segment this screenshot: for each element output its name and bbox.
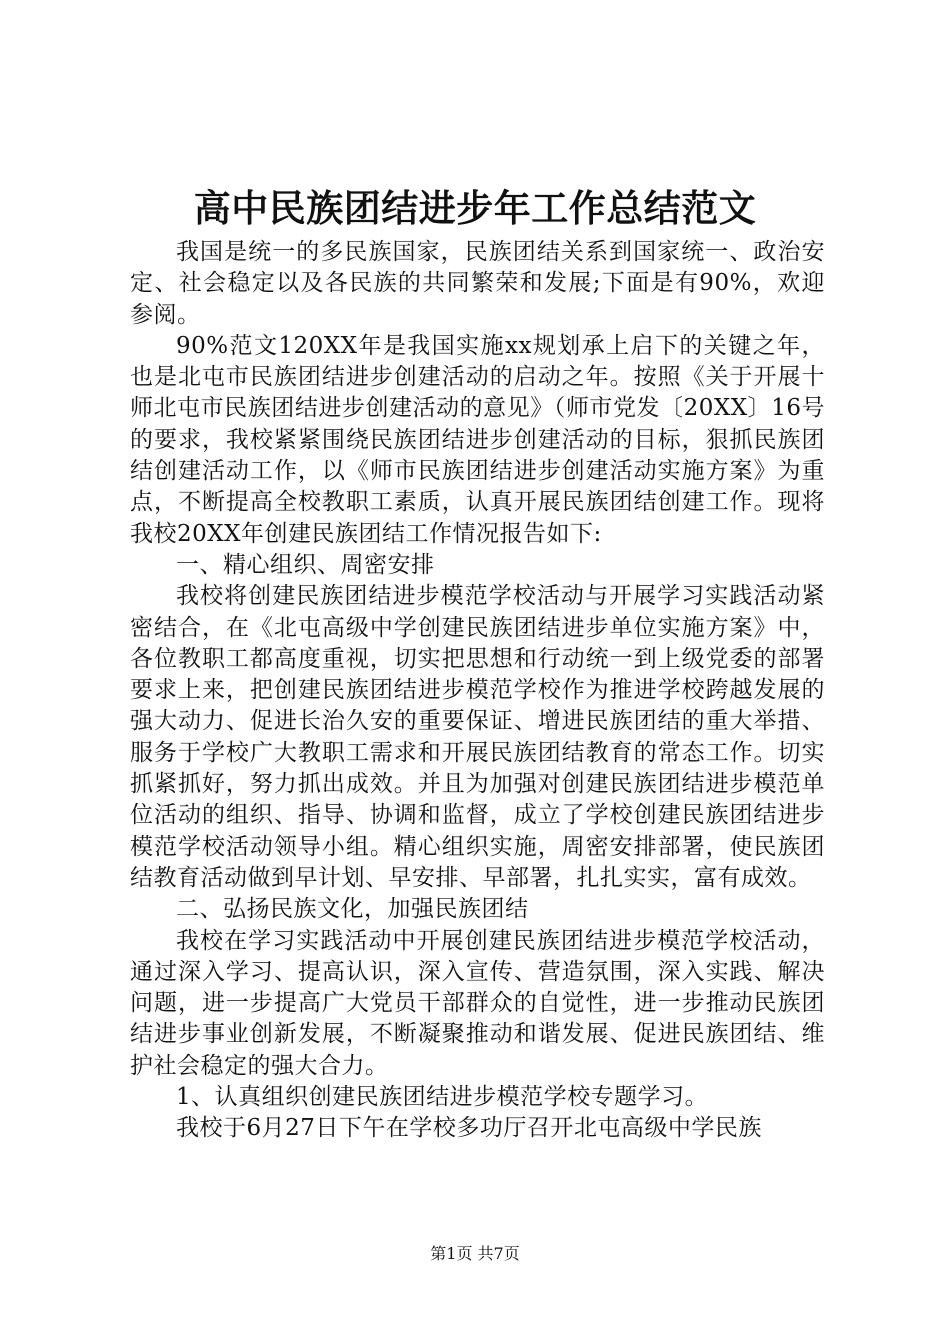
paragraph-section-1: 我校将创建民族团结进步模范学校活动与开展学习实践活动紧密结合，在《北屯高级中学创建民族团结进步单位实施方案》中，各位教职工都高度重视，切实把思想和行动统一到上级党委的部署要求上来，把创建民族团结进步模范学校作为推进学校跨越发展的强大动力、促进长治久安的重要保证、增进民族团结的重大举措、服务于学校广大教职工需求和开展民族团结教育的常态工作。切实抓紧抓好，努力抓出成效。并且为加强对创建民族团结进步模范单位活动的组织、指导、协调和监督，成立了学校创建民族团结进步模范学校活动领导小组。精心组织实施，周密安排部署，使民族团结教育活动做到早计划、早安排、早部署，扎扎实实，富有成效。 [130,583,825,891]
paragraph-overview: 90%范文120XX年是我国实施xx规划承上启下的关键之年，也是北屯市民族团结进步创建活动的启动之年。按照《关于开展十师北屯市民族团结进步创建活动的意见》（师市党发〔20XX〕16号的要求，我校紧紧围绕民族团结进步创建活动的目标，狠抓民族团结创建活动工作，以《师市民族团结进步创建活动实施方案》为重点，不断提高全校教职工素质，认真开展民族团结创建工作。现将我校20XX年创建民族团结工作情况报告如下: [130,332,825,547]
paragraph-section-2: 我校在学习实践活动中开展创建民族团结进步模范学校活动，通过深入学习、提高认识，深入宣传、营造氛围，深入实践、解决问题，进一步提高广大党员干部群众的自觉性，进一步推动民族团结进步事业创新发展，不断凝聚推动和谐发展、促进民族团结、维护社会稳定的强大合力。 [130,927,825,1079]
page-number-footer: 第1页 共7页 [430,1244,520,1263]
section-heading-1: 一、精心组织、周密安排 [176,551,435,578]
paragraph-subsection-1: 我校于6月27日下午在学校多功厅召开北屯高级中学民族 [176,1115,762,1142]
document-title: 高中民族团结进步年工作总结范文 [193,186,757,230]
subsection-heading-1: 1、认真组织创建民族团结进步模范学校专题学习。 [176,1084,709,1111]
paragraph-intro: 我国是统一的多民族国家，民族团结关系到国家统一、政治安定、社会稳定以及各民族的共同繁荣和发展;下面是有90%，欢迎参阅。 [130,239,825,328]
section-heading-2: 二、弘扬民族文化，加强民族团结 [176,896,529,923]
document-body [130,237,825,1145]
